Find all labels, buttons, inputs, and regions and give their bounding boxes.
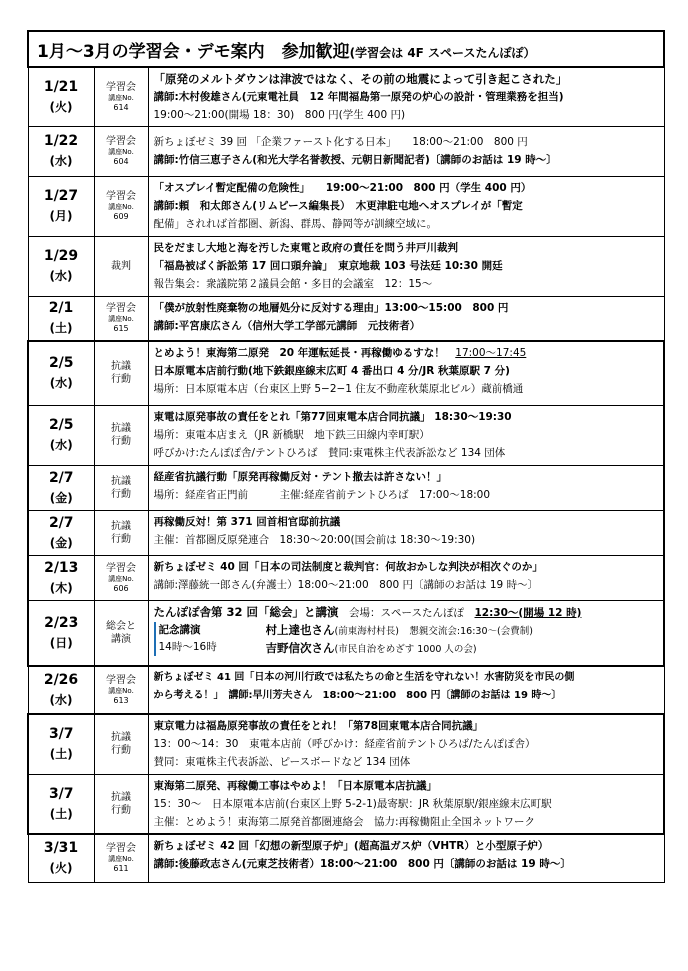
event-date [28, 465, 94, 510]
event-row [28, 341, 664, 405]
event-details [148, 236, 664, 296]
lecture-label: 記念講演 [158, 623, 201, 636]
course-no-label: 講座No. [108, 93, 134, 102]
weekday-text: (木) [49, 580, 73, 595]
event-row [28, 465, 664, 510]
event-type [94, 296, 148, 341]
type-label: 行動 [111, 804, 131, 816]
date-text: 2/1 [48, 300, 74, 317]
date-text: 1/21 [43, 78, 79, 95]
type-label: 抗議 [111, 732, 131, 744]
event-details [148, 126, 664, 176]
date-text: 3/31 [43, 840, 79, 857]
type-label: 行動 [111, 533, 131, 545]
event-title: 民をだまし大地と海を汚した東電と政府の責任を問う井戸川裁判 [153, 241, 458, 254]
type-label: 学習会 [106, 191, 136, 202]
date-text: 2/7 [48, 469, 74, 486]
event-date [28, 296, 94, 341]
event-date [28, 67, 94, 126]
date-text: 2/5 [48, 355, 74, 372]
type-label: 抗議 [111, 423, 131, 434]
type-label: 学習会 [106, 81, 136, 93]
event-date [28, 126, 94, 176]
event-row [28, 176, 664, 236]
course-number: 606 [113, 583, 129, 593]
event-line: から考える！」 講師:早川芳夫さん 18:00～21:00 800 円〔講師のお話は 19 時～〕 [153, 690, 562, 701]
event-date [28, 834, 94, 882]
event-type [94, 176, 148, 236]
event-type [94, 834, 148, 882]
type-label: 行動 [111, 745, 131, 757]
event-venue: 会場：スペースたんぽぽ [349, 606, 464, 619]
event-line: 19:00～21:00(開場 18：30) 800 円(学生 400 円) [153, 109, 406, 121]
date-text: 3/7 [48, 726, 74, 743]
course-no-label: 講座No. [108, 687, 134, 695]
event-line: 場所：経産省正門前 主催:経産省前テントひろば 17:00～18:00 [153, 488, 491, 501]
event-line: 講師:竹信三恵子さん(和光大学名誉教授、元朝日新聞記者)〔講師のお話は 19 時～〕 [153, 153, 557, 166]
event-line: 15：30～ 日本原電本店前(台東区上野 5-2-1)最寄駅：JR 秋葉原駅/銀座線末広町駅 [153, 797, 552, 810]
event-title: 東京電力は福島原発事故の責任をとれ！「第78回東電本店合同抗議」 [153, 720, 484, 732]
event-row [28, 714, 664, 774]
event-date [28, 510, 94, 555]
weekday-text: (金) [49, 490, 73, 505]
social-gathering: 懇親交流会:16:30～(会費制) [409, 625, 533, 637]
date-text: 1/22 [43, 133, 79, 149]
weekday-text: (日) [49, 635, 73, 650]
event-date [28, 555, 94, 600]
speaker-name: 村上達也さん [265, 622, 335, 637]
event-title: 新ちょぼゼミ 40 回「日本の司法制度と裁判官：何故おかしな判決が相次ぐのか」 [153, 560, 543, 573]
weekday-text: (水) [49, 438, 73, 452]
type-label: 行動 [111, 488, 131, 500]
weekday-text: (金) [49, 535, 73, 550]
course-no-label: 講座No. [108, 315, 134, 324]
event-details [148, 555, 664, 600]
event-type [94, 341, 148, 405]
event-row [28, 126, 664, 176]
course-no-label: 講座No. [108, 855, 134, 864]
lecture-time: 14時～16時 [158, 640, 217, 653]
event-details [148, 405, 664, 465]
event-row [28, 510, 664, 555]
weekday-text: (月) [49, 209, 73, 223]
lecture-box [154, 622, 266, 658]
event-line: 主催：首都圏反原発連合 18:30～20:00(国会前は 18:30～19:30) [153, 533, 476, 546]
date-text: 2/5 [48, 417, 74, 433]
event-type [94, 465, 148, 510]
event-type [94, 405, 148, 465]
type-label: 抗議 [111, 520, 131, 532]
title-subtitle: (学習会は 4F スペースたんぽぽ） [349, 45, 536, 60]
course-number: 614 [113, 102, 129, 112]
date-text: 2/7 [48, 514, 74, 531]
event-row [28, 67, 664, 126]
event-row [28, 236, 664, 296]
event-title: たんぽぽ舎第 32 回「総会」と講演 [153, 604, 339, 619]
header-row [28, 31, 664, 67]
event-title: 新ちょぼゼミ 41 回「日本の河川行政では私たちの命と生活を守れない！水害防災を市民の側 [153, 672, 575, 683]
type-label: 学習会 [106, 675, 136, 686]
event-details [148, 510, 664, 555]
speaker-affiliation: (前東海村村長) [334, 625, 399, 637]
type-label: 学習会 [106, 136, 136, 147]
course-no-label: 講座No. [108, 203, 134, 211]
event-details [148, 296, 664, 341]
event-title: 東海第二原発、再稼働工事はやめよ！「日本原電本店抗議」 [153, 779, 437, 792]
schedule-table [27, 30, 665, 883]
weekday-text: (火) [49, 99, 73, 114]
speaker-affiliation: (市民自治をめざす 1000 人の会) [334, 643, 477, 655]
event-type [94, 666, 148, 714]
event-line: 呼びかけ:たんぽぽ舎/テントひろば 賛同:東電株主代表訴訟など 134 団体 [153, 446, 506, 459]
event-line: 13：00～14：30 東電本店前（呼びかけ：経産省前テントひろば/たんぽぽ舎） [153, 738, 536, 750]
event-details [148, 714, 664, 774]
event-type [94, 126, 148, 176]
event-type [94, 714, 148, 774]
event-details [148, 666, 664, 714]
event-title: 「僕が放射性廃棄物の地層処分に反対する理由」13:00～15:00 800 円 [153, 301, 509, 314]
event-row [28, 405, 664, 465]
date-text: 1/29 [43, 248, 79, 264]
type-label: 裁判 [111, 260, 131, 272]
event-type [94, 555, 148, 600]
event-details [148, 465, 664, 510]
event-title: 新ちょぼゼミ 42 回「幻想の新型原子炉」(超高温ガス炉（VHTR）と小型原子炉） [153, 840, 549, 852]
title-text: 1月～3月の学習会・デモ案内 参加歓迎 [37, 41, 350, 62]
date-text: 2/23 [44, 614, 79, 631]
event-line: 日本原電本店前行動(地下鉄銀座線末広町 4 番出口 4 分/JR 秋葉原駅 7 分) [153, 365, 510, 377]
event-title: 東電は原発事故の責任をとれ「第77回東電本店合同抗議」 18:30～19:30 [153, 410, 512, 423]
event-line: 場所：東電本店まえ（JR 新橋駅 地下鉄三田線内幸町駅） [153, 428, 430, 441]
event-date [28, 341, 94, 405]
event-time: 17:00～17:45 [455, 347, 527, 359]
type-label: 行動 [111, 374, 131, 386]
event-date [28, 666, 94, 714]
date-text: 2/13 [44, 559, 79, 576]
event-title: 「オスプレイ暫定配備の危険性」 19:00～21:00 800 円（学生 400 円） [153, 181, 532, 194]
event-time: 12:30～(開場 12 時) [474, 606, 582, 619]
event-details [148, 834, 664, 882]
weekday-text: (土) [49, 747, 73, 762]
page-title [28, 31, 664, 67]
event-line: 講師:頼 和太郎さん(リムピース編集長） 木更津駐屯地へオスプレイが「暫定 [153, 199, 523, 212]
event-details [148, 67, 664, 126]
event-line: 主催：とめよう！東海第二原発首都圏連絡会 協力:再稼働阻止全国ネットワーク [153, 815, 536, 828]
event-date [28, 236, 94, 296]
event-row [28, 834, 664, 882]
weekday-text: (水) [49, 693, 73, 707]
event-date [28, 600, 94, 666]
event-type [94, 67, 148, 126]
weekday-text: (水) [49, 269, 73, 283]
date-text: 2/26 [43, 672, 79, 688]
event-date [28, 176, 94, 236]
event-details [148, 176, 664, 236]
event-details [148, 774, 664, 834]
type-label: 学習会 [106, 562, 136, 574]
event-type [94, 774, 148, 834]
weekday-text: (水) [49, 154, 73, 168]
event-title: 再稼働反対！第 371 回首相官邸前抗議 [153, 515, 341, 528]
event-type [94, 510, 148, 555]
weekday-text: (土) [49, 806, 73, 821]
event-schedule-sheet [27, 30, 663, 883]
event-title: とめよう！東海第二原発 20 年運転延長・再稼働ゆるすな！ [153, 347, 445, 359]
event-line: 講師:澤藤統一郎さん(弁護士）18:00～21:00 800 円〔講師のお話は 19 時～〕 [153, 578, 539, 591]
type-label: 講演 [111, 633, 131, 645]
type-label: 総会と [106, 620, 136, 632]
event-row [28, 666, 664, 714]
event-line: 講師:後藤政志さん(元東芝技術者）18:00～21:00 800 円〔講師のお話は 19 時～〕 [153, 858, 571, 870]
event-line: 講師:木村俊雄さん(元東電社員 12 年間福島第一原発の炉心の設計・管理業務を担当) [153, 91, 564, 103]
course-no-label: 講座No. [108, 574, 134, 583]
course-number: 604 [113, 157, 129, 166]
event-date [28, 405, 94, 465]
type-label: 抗議 [111, 791, 131, 803]
event-row [28, 774, 664, 834]
type-label: 学習会 [106, 303, 136, 315]
weekday-text: (水) [49, 376, 73, 391]
event-row [28, 296, 664, 341]
date-text: 3/7 [48, 785, 74, 802]
event-line: 「福島被ばく訴訟第 17 回口頭弁論」 東京地裁 103 号法廷 10:30 開廷 [153, 259, 503, 272]
event-row [28, 600, 664, 666]
event-date [28, 714, 94, 774]
event-type [94, 236, 148, 296]
weekday-text: (火) [49, 861, 73, 876]
course-no-label: 講座No. [108, 148, 134, 156]
course-number: 613 [113, 696, 129, 705]
event-date [28, 774, 94, 834]
event-row [28, 555, 664, 600]
type-label: 抗議 [111, 361, 131, 373]
weekday-text: (土) [49, 321, 73, 336]
event-title: 「原発のメルトダウンは津波ではなく、その前の地震によって引き起こされた」 [153, 72, 568, 86]
event-line: 講師:平宮康広さん（信州大学工学部元講師 元技術者） [153, 319, 421, 332]
speaker-name: 吉野信次さん [265, 640, 335, 655]
event-title: 経産省抗議行動「原発再稼働反対・テント撤去は許さない！」 [153, 470, 447, 483]
course-number: 615 [113, 324, 129, 334]
date-text: 1/27 [43, 188, 79, 204]
event-line: 配備」されれば首都圏、新潟、群馬、静岡等が訓練空域に。 [153, 217, 437, 230]
event-title: 新ちょぼゼミ 39 回 「企業ファースト化する日本」 18:00～21:00 800 円 [153, 135, 528, 148]
event-type [94, 600, 148, 666]
event-line: 賛同：東電株主代表訴訟、ピースボードなど 134 団体 [153, 756, 411, 768]
event-line: 場所：日本原電本店（台東区上野 5−2−1 住友不動産秋葉原北ビル）蔵前橋通 [153, 383, 524, 395]
event-details [148, 341, 664, 405]
type-label: 行動 [111, 436, 131, 447]
course-number: 609 [113, 212, 129, 221]
course-number: 611 [113, 864, 129, 874]
type-label: 学習会 [106, 843, 136, 855]
lecture-label-bracket [154, 622, 217, 656]
type-label: 抗議 [111, 475, 131, 487]
event-line: 報告集会：衆議院第２議員会館・多目的会議室 12：15～ [153, 277, 433, 290]
event-details [148, 600, 664, 666]
